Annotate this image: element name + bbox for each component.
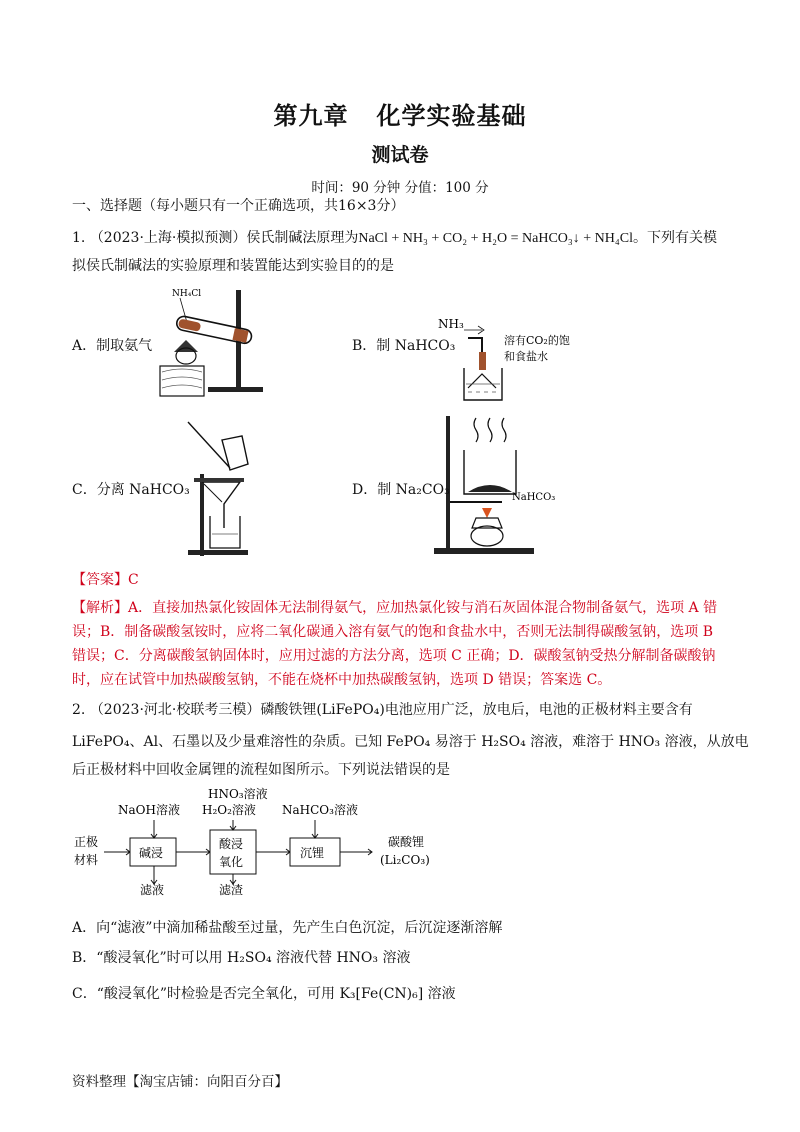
q2-number: 2.: [72, 702, 86, 718]
q1-option-b[interactable]: B．制 NaHCO₃: [352, 338, 456, 354]
exam-meta: 时间：90 分钟 分值：100 分: [311, 180, 489, 196]
apparatus-a-reagent-label: NH₄Cl: [172, 289, 202, 299]
flow-output-residue: 滤渣: [219, 883, 244, 896]
q1-analysis-line2: 误；B．制备碳酸氢铵时，应将二氧化碳通入溶有氨气的饱和食盐水中，否则无法制得碳酸氢钠，选项 B: [72, 624, 714, 640]
apparatus-b-note2: 和食盐水: [504, 350, 548, 363]
flow-product-formula: (Li₂CO₃): [380, 853, 430, 867]
flow-box2-label-b: 氧化: [219, 855, 244, 869]
q2-stem-line2: LiFePO₄、Al、石墨以及少量难溶性的杂质。已知 FePO₄ 易溶于 H₂SO₄ 溶液，难溶于 HNO₃ 溶液，从放电: [72, 734, 749, 750]
q2-stem-text1: 磷酸铁锂(LiFePO₄)电池应用广泛，放电后，电池的正极材料主要含有: [260, 702, 693, 718]
page-footer: 资料整理【淘宝店铺：向阳百分百】: [72, 1074, 288, 1090]
page-title: [0, 96, 800, 131]
q1-analysis-tag: 【解析】: [72, 600, 128, 616]
section-heading: 一、选择题（每小题只有一个正确选项，共16×3分）: [72, 198, 405, 214]
q1-analysis-line1: [72, 598, 732, 618]
q1-analysis-line4: 时，应在试管中加热碳酸氢钠，不能在烧杯中加热碳酸氢钠，选项 D 错误；答案选 C。: [72, 672, 612, 688]
flow-input-line2: 材料: [74, 853, 99, 867]
flow-box1-label: 碱浸: [139, 846, 164, 860]
apparatus-b-note1: 溶有CO₂的饱: [504, 334, 570, 347]
q2-source: （2023·河北·校联考三模）: [89, 702, 261, 718]
flow-reagent-hno3: HNO₃溶液: [208, 787, 268, 801]
apparatus-b-figure: [438, 312, 578, 404]
q2-stem-line3: 后正极材料中回收金属锂的流程如图所示。下列说法错误的是: [72, 762, 450, 778]
chapter-title: 化学实验基础: [376, 101, 527, 130]
q1-number: 1.: [72, 230, 86, 246]
flow-box2-label-a: 酸浸: [219, 837, 244, 851]
q2-option-c[interactable]: C．“酸浸氧化”时检验是否完全氧化，可用 K₃[Fe(CN)₆] 溶液: [72, 986, 456, 1002]
q2-option-a[interactable]: A．向“滤液”中滴加稀盐酸至过量，先产生白色沉淀，后沉淀逐渐溶解: [72, 920, 503, 936]
q2-flow-diagram: [72, 784, 472, 896]
flow-input-line1: 正极: [74, 835, 99, 849]
flow-reagent-nahco3: NaHCO₃溶液: [282, 803, 358, 817]
flow-reagent-naoh: NaOH溶液: [118, 803, 180, 817]
q2-option-b[interactable]: B．“酸浸氧化”时可以用 H₂SO₄ 溶液代替 HNO₃ 溶液: [72, 950, 411, 966]
q1-equation: NaCl + NH₃ + CO₂ + H₂O = NaHCO₃↓ + NH₄Cl: [358, 231, 633, 246]
q2-stem-line1: [72, 700, 732, 720]
flow-reagent-h2o2: H₂O₂溶液: [202, 803, 256, 817]
q1-option-c[interactable]: C．分离 NaHCO₃: [72, 482, 190, 498]
q1-answer-tag: 【答案】: [72, 572, 128, 588]
q1-stem-b: 。下列有关模: [633, 230, 717, 246]
page-subtitle: 测试卷: [371, 144, 429, 166]
q1-analysis-text1: A．直接加热氯化铵固体无法制得氨气，应加热氯化铵与消石灰固体混合物制备氨气，选项 A 错: [128, 600, 718, 616]
q1-answer: [72, 570, 732, 590]
q1-stem-line2: 拟侯氏制碱法的实验原理和装置能达到实验目的的是: [72, 258, 394, 274]
q1-stem-line1: [72, 228, 732, 249]
flow-product-name: 碳酸锂: [388, 835, 425, 849]
q1-source: （2023·上海·模拟预测）: [89, 230, 247, 246]
flow-box3-label: 沉锂: [300, 846, 325, 860]
q1-stem-a: 侯氏制碱法原理为: [246, 230, 359, 246]
apparatus-b-gas-label: NH₃: [438, 317, 464, 331]
q1-option-d[interactable]: D．制 Na₂CO₃: [352, 482, 450, 498]
q1-answer-value: C: [128, 572, 139, 588]
q1-option-a[interactable]: A．制取氨气: [72, 338, 153, 354]
chapter-number: 第九章: [273, 101, 349, 130]
flow-output-filtrate: 滤液: [140, 883, 165, 896]
apparatus-d-reagent-label: NaHCO₃: [512, 492, 556, 503]
q1-analysis-line3: 错误；C．分离碳酸氢钠固体时，应用过滤的方法分离，选项 C 正确；D．碳酸氢钠受热分解制备碳酸钠: [72, 648, 716, 664]
